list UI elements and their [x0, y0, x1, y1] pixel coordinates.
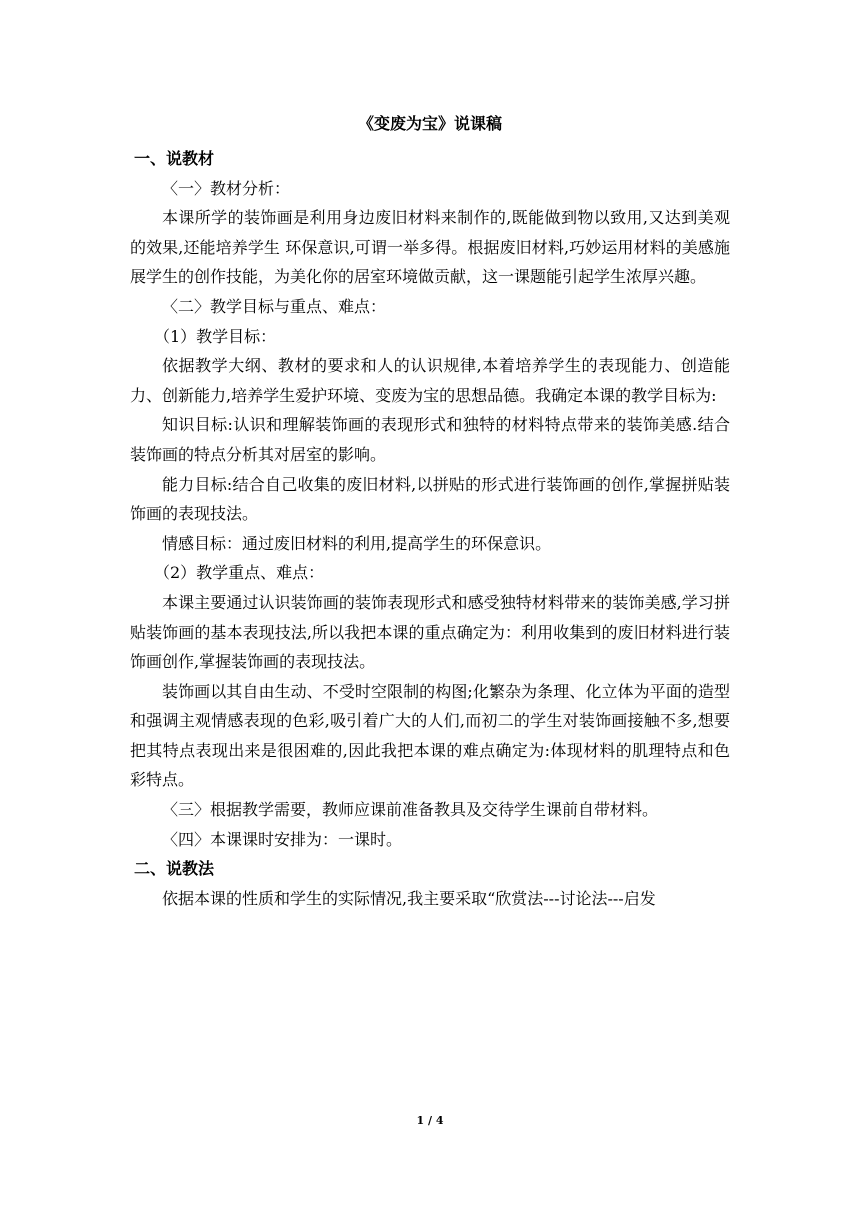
paragraph-preparation: 〈三〉根据教学需要，教师应课前准备教具及交待学生课前自带材料。	[162, 800, 659, 820]
paragraph-methods: 依据本课的性质和学生的实际情况,我主要采取“欣赏法---讨论法---启发	[162, 888, 656, 908]
paragraph-difficulties: 装饰画以其自由生动、不受时空限制的构图;化繁杂为条理、化立体为平面的造型和强调主观情感表现的色彩,吸引着广大的人们,而初二的学生对装饰画接触不多,想要把其特点表现出来是很困难的,因此我把本课的难点确定为:体现材料的肌理特点和色彩特点。	[130, 681, 730, 790]
subheading-teaching-goals: （1）教学目标：	[154, 326, 277, 346]
page-number: 1 / 4	[416, 1114, 444, 1127]
document-body	[130, 144, 730, 913]
paragraph-analysis: 本课所学的装饰画是利用身边废旧材料来制作的,既能做到物以致用,又达到美观的效果,还能培养学生 环保意识,可谓一举多得。根据废旧材料,巧妙运用材料的美感施展学生的创作技能，为美化你的居室环境做贡献，这一课题能引起学生浓厚兴趣。	[130, 208, 730, 287]
paragraph-emotion-goal: 情感目标：通过废旧材料的利用,提高学生的环保意识。	[162, 533, 552, 553]
section-heading-textbook: 一、说教材	[134, 149, 215, 168]
subheading-key-points: （2）教学重点、难点：	[154, 563, 325, 583]
paragraph-teaching-goals: 依据教学大纲、教材的要求和人的认识规律,本着培养学生的表现能力、创造能力、创新能力,培养学生爱护环境、变废为宝的思想品德。我确定本课的教学目标为:	[130, 356, 730, 405]
paragraph-knowledge-goal: 知识目标:认识和理解装饰画的表现形式和独特的材料特点带来的装饰美感.结合装饰画的特点分析其对居室的影响。	[130, 415, 730, 464]
document-title: 《变废为宝》说课稿	[357, 114, 502, 133]
subheading-goals: 〈二〉教学目标与重点、难点：	[162, 296, 387, 316]
paragraph-class-hours: 〈四〉本课课时安排为：一课时。	[162, 829, 403, 849]
subheading-analysis: 〈一〉教材分析：	[162, 178, 291, 198]
section-heading-methods: 二、说教法	[134, 859, 215, 879]
paragraph-ability-goal: 能力目标:结合自己收集的废旧材料,以拼贴的形式进行装饰画的创作,掌握拼贴装饰画的表现技法。	[130, 474, 730, 524]
paragraph-key-points: 本课主要通过认识装饰画的装饰表现形式和感受独特材料带来的装饰美感,学习拼贴装饰画的基本表现技法,所以我把本课的重点确定为：利用收集到的废旧材料进行装饰画创作,掌握装饰画的表现技法。	[130, 592, 730, 672]
